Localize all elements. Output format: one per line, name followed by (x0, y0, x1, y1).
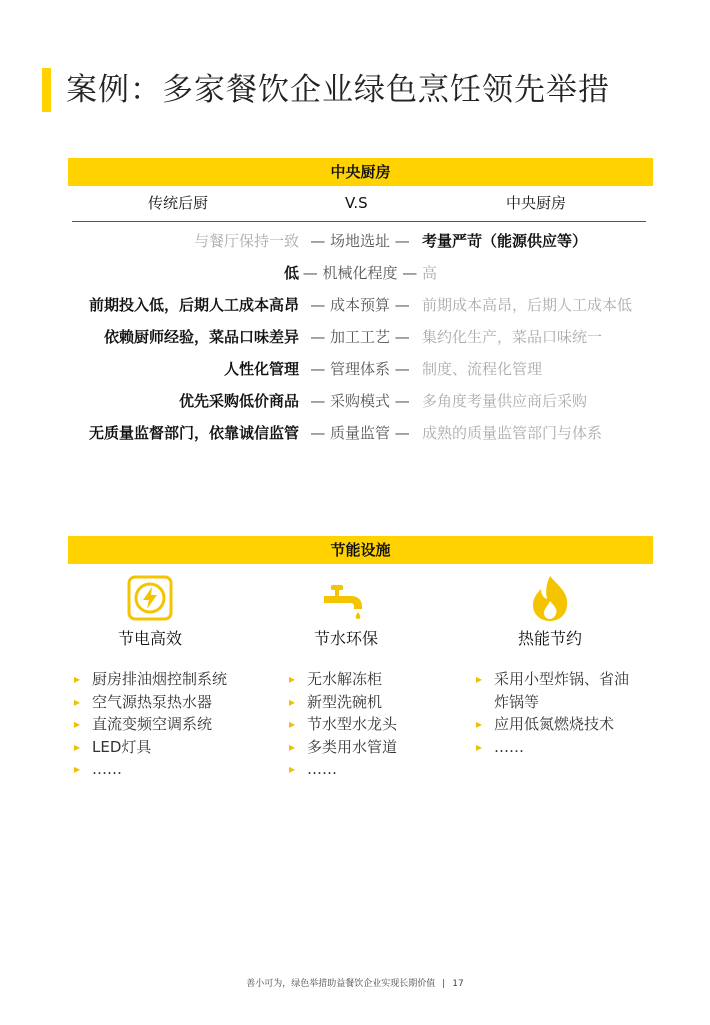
header-central-kitchen: 中央厨房 (506, 194, 567, 212)
page-footer (0, 978, 710, 990)
comparison-row (0, 390, 710, 412)
footer-text: 善小可为，绿色举措助益餐饮企业实现长期价值 (246, 979, 436, 989)
title-accent-bar (42, 68, 51, 112)
water-list (289, 668, 459, 781)
central-value: 多角度考量供应商后采购 (422, 392, 588, 410)
list-item: ▸ 多类用水管道 (289, 736, 459, 759)
header-divider (72, 221, 646, 222)
heat-list (476, 668, 636, 758)
comparison-row (0, 422, 710, 444)
comparison-criterion: — 机械化程度 — (302, 264, 418, 282)
comparison-criterion: — 场地选址 — (310, 232, 410, 250)
page-title: 案例：多家餐饮企业绿色烹饪领先举措 (66, 72, 610, 108)
comparison-row (0, 230, 710, 252)
feature-title-water: 节水环保 (313, 629, 378, 648)
comparison-criterion: — 加工工艺 — (310, 328, 410, 346)
list-item: ▸ 节水型水龙头 (289, 713, 459, 736)
comparison-row (0, 326, 710, 348)
comparison-criterion: — 成本预算 — (310, 296, 410, 314)
traditional-value: 依赖厨师经验，菜品口味差异 (103, 328, 299, 346)
feature-title-electricity: 节电高效 (117, 629, 182, 648)
traditional-value: 优先采购低价商品 (178, 392, 299, 410)
traditional-value: 人性化管理 (223, 360, 299, 378)
central-value: 考量严苛（能源供应等） (422, 232, 588, 250)
traditional-value: 与餐厅保持一致 (193, 232, 299, 250)
comparison-row (0, 294, 710, 316)
comparison-row (0, 358, 710, 380)
list-item: ▸ …… (289, 758, 459, 781)
comparison-row (0, 262, 710, 284)
lightning-icon (126, 574, 174, 622)
comparison-criterion: — 采购模式 — (310, 392, 410, 410)
central-value: 前期成本高昂，后期人工成本低 (422, 296, 633, 314)
footer-separator (443, 979, 444, 988)
list-item: ▸ …… (476, 736, 636, 759)
faucet-icon (322, 574, 370, 622)
page-number: 17 (452, 979, 464, 989)
comparison-criterion: — 管理体系 — (310, 360, 410, 378)
energy-saving-band: 节能设施 (68, 536, 653, 564)
list-item: ▸ 直流变频空调系统 (74, 713, 274, 736)
header-vs: V.S (345, 194, 368, 212)
traditional-value: 前期投入低，后期人工成本高昂 (88, 296, 299, 314)
list-item: ▸ 应用低氮燃烧技术 (476, 713, 636, 736)
central-value: 制度、流程化管理 (422, 360, 543, 378)
feature-title-heat: 热能节约 (517, 629, 582, 648)
flame-icon (526, 574, 574, 622)
list-item: ▸ 采用小型炸锅、省油炸锅等 (476, 668, 636, 713)
traditional-value: 无质量监督部门，依靠诚信监管 (88, 424, 299, 442)
central-value: 成熟的质量监管部门与体系 (422, 424, 603, 442)
traditional-value: 低 (283, 264, 299, 282)
central-value: 集约化生产，菜品口味统一 (422, 328, 603, 346)
list-item: ▸ 空气源热泵热水器 (74, 691, 274, 714)
list-item: ▸ LED灯具 (74, 736, 274, 759)
list-item: ▸ 无水解冻柜 (289, 668, 459, 691)
list-item: ▸ 新型洗碗机 (289, 691, 459, 714)
comparison-criterion: — 质量监管 — (310, 424, 410, 442)
list-item: ▸ …… (74, 758, 274, 781)
central-value: 高 (422, 264, 438, 282)
list-item: ▸ 厨房排油烟控制系统 (74, 668, 274, 691)
electricity-list (74, 668, 274, 781)
header-traditional-kitchen: 传统后厨 (148, 194, 209, 212)
central-kitchen-band: 中央厨房 (68, 158, 653, 186)
